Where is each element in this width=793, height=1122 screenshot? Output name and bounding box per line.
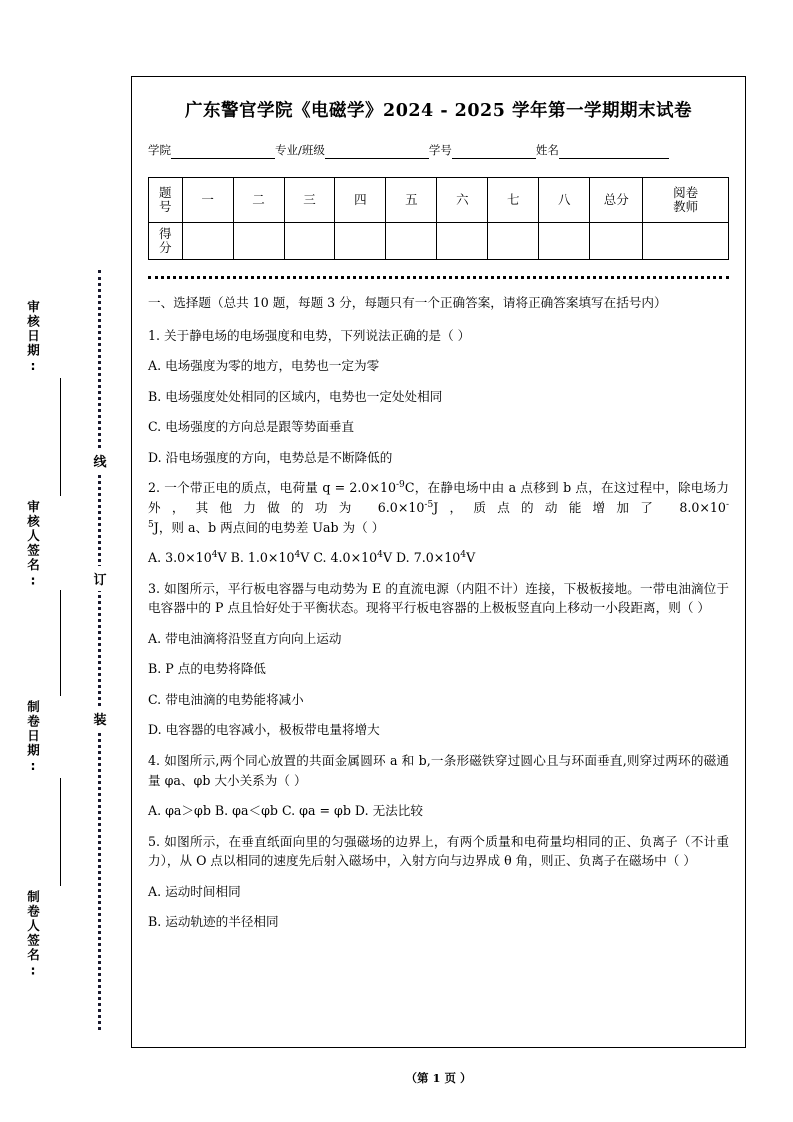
score-cell-6[interactable] (437, 223, 488, 260)
fold-char-xian: 线 (91, 448, 109, 473)
grading-teacher-line1: 阅卷 (673, 184, 699, 200)
margin-label-review-date: 审核日期: (25, 300, 41, 375)
answer-option: A. 电场强度为零的地方，电势也一定为零 (148, 358, 380, 374)
question-text: 2. 一个带正电的质点，电荷量 $q = 2.0\times 10^{-9}C$，在静电场中由 a 点移到 b 点，在这过程中，除电场力外，其他力做的功为 $6.0\times 10^{-5}J$，质点的动能增加了 $8.0\times 10^{-5}J$，则 a、b 两点间的电势差 Uab 为（ ） (148, 480, 729, 535)
margin-label-producer-signature: 制卷人签名: (25, 890, 41, 980)
field-student-id-input[interactable] (452, 145, 536, 159)
exam-paper-frame (131, 76, 746, 1048)
page-title: 广东警官学院《电磁学》2024 - 2025 学年第一学期期末试卷 (185, 101, 692, 121)
table-row-scores (149, 223, 729, 260)
left-margin-annotations (0, 0, 128, 1122)
field-name (536, 142, 669, 159)
field-college (148, 142, 275, 159)
row-label-score-char1: 得 (159, 225, 172, 241)
row-label-question-number-char1: 题 (159, 184, 172, 200)
margin-rule-3 (60, 778, 61, 886)
margin-rule-1 (60, 378, 61, 496)
score-cell-total[interactable] (590, 223, 643, 260)
table-header-col-5: 五 (386, 178, 437, 223)
fold-char-ding: 订 (91, 566, 109, 591)
section-heading-choice: 一、选择题（总共 10 题，每题 3 分，每题只有一个正确答案，请将正确答案填写在括号内） (148, 295, 667, 310)
score-cell-1[interactable] (182, 223, 233, 260)
answer-option: D. 沿电场强度的方向，电势总是不断降低的 (148, 449, 393, 465)
table-header-grading-teacher (643, 178, 729, 223)
table-header-col-1: 一 (182, 178, 233, 223)
table-header-col-6: 六 (437, 178, 488, 223)
score-table (148, 177, 729, 260)
answer-option: A. 运动时间相同 (148, 883, 241, 899)
score-cell-8[interactable] (539, 223, 590, 260)
score-cell-2[interactable] (233, 223, 284, 260)
exam-content (148, 293, 729, 932)
answer-option: C. 带电油滴的电势能将减小 (148, 691, 304, 707)
field-name-input[interactable] (559, 145, 669, 159)
question-text: 3. 如图所示，平行板电容器与电动势为 E 的直流电源（内阻不计）连接，下极板接地。一带电油滴位于电容器中的 P 点且恰好处于平衡状态。现将平行板电容器的上极板竖直向上移动一小段距离，则（ ） (148, 580, 729, 616)
field-student-id (429, 142, 536, 159)
margin-rule-2 (60, 590, 61, 696)
question-text: 5. 如图所示，在垂直纸面向里的匀强磁场的边界上，有两个质量和电荷量均相同的正、负离子（不计重力），从 O 点以相同的速度先后射入磁场中，入射方向与边界成 θ 角，则正、负离子在磁场中（ ） (148, 833, 729, 869)
answer-option: A. φa＞φb B. φa＜φb C. φa = φb D. 无法比较 (148, 803, 423, 819)
row-label-question-number-char2: 号 (159, 199, 172, 214)
table-header-col-2: 二 (233, 178, 284, 223)
answer-option: B. 电场强度处处相同的区域内，电势也一定处处相同 (148, 388, 443, 404)
grading-teacher-line2: 教师 (673, 199, 699, 214)
field-college-input[interactable] (171, 145, 275, 159)
answer-option: A. $3.0\times 10^4V$ B. $1.0\times 10^4V$ C. $4.0\times 10^4V$ D. $7.0\times 10^4V$ (148, 550, 476, 566)
score-cell-teacher[interactable] (643, 223, 729, 260)
answer-option: C. 电场强度的方向总是跟等势面垂直 (148, 419, 355, 435)
field-major-class-label: 专业/班级 (275, 143, 325, 157)
fold-dotted-line (98, 270, 101, 1030)
answer-option: D. 电容器的电容减小，极板带电量将增大 (148, 722, 380, 738)
field-student-id-label: 学号 (428, 143, 452, 157)
score-cell-4[interactable] (335, 223, 386, 260)
table-header-total: 总分 (590, 178, 643, 223)
table-row-question-numbers (149, 178, 729, 223)
score-cell-5[interactable] (386, 223, 437, 260)
fold-char-zhuang: 装 (91, 706, 109, 731)
row-label-question-number (149, 178, 183, 223)
margin-label-reviewer-signature: 审核人签名: (25, 500, 41, 590)
answer-option: B. 运动轨迹的半径相同 (148, 914, 279, 930)
field-name-label: 姓名 (535, 143, 559, 157)
question-text: 1. 关于静电场的电场强度和电势，下列说法正确的是（ ） (148, 327, 471, 343)
field-college-label: 学院 (148, 143, 171, 157)
page-number-footer: （第 1 页 ） (405, 1071, 472, 1085)
field-major-class (275, 142, 429, 159)
row-label-score-char2: 分 (159, 240, 172, 255)
score-table-container (148, 177, 729, 260)
table-header-col-7: 七 (488, 178, 539, 223)
question-text: 4. 如图所示,两个同心放置的共面金属圆环 a 和 b,一条形磁铁穿过圆心且与环面垂直,则穿过两环的磁通量 φa、φb 大小关系为（ ） (148, 753, 729, 788)
student-identity-row (148, 142, 729, 159)
dotted-separator (148, 276, 729, 279)
question-list (148, 326, 729, 932)
answer-option: B. P 点的电势将降低 (148, 661, 266, 677)
table-header-col-4: 四 (335, 178, 386, 223)
score-cell-3[interactable] (284, 223, 335, 260)
answer-option: A. 带电油滴将沿竖直方向向上运动 (148, 630, 342, 646)
table-header-col-3: 三 (284, 178, 335, 223)
score-cell-7[interactable] (488, 223, 539, 260)
field-major-class-input[interactable] (325, 145, 429, 159)
margin-label-production-date: 制卷日期: (25, 700, 41, 775)
row-label-score (149, 223, 183, 260)
table-header-col-8: 八 (539, 178, 590, 223)
